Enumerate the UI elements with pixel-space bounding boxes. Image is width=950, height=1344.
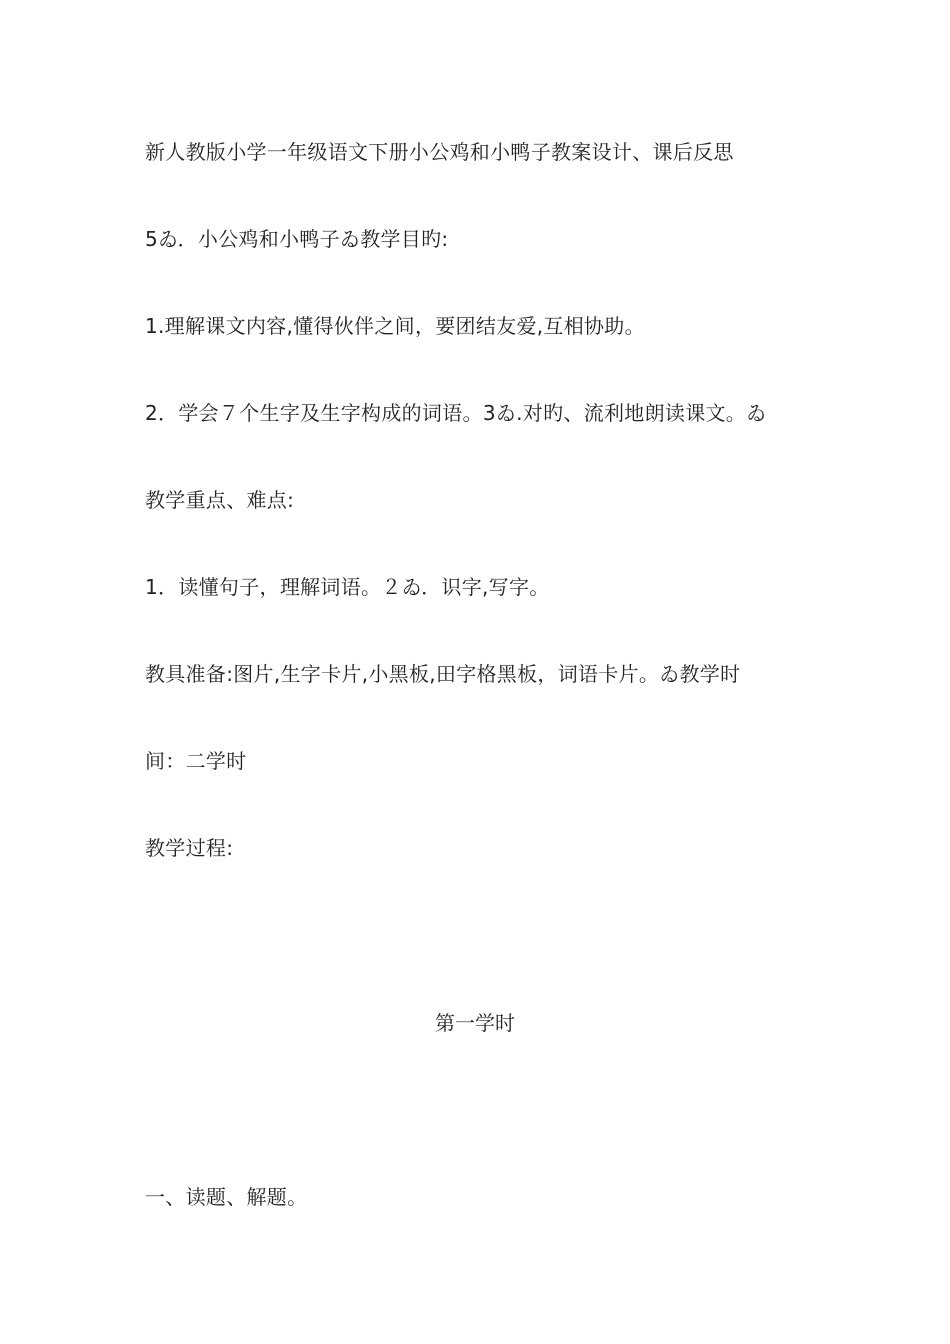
process-heading: 教学过程: — [145, 836, 234, 860]
key-points-heading: 教学重点、难点: — [145, 488, 295, 512]
teaching-goals-2-3: 2．学会７个生字及生字构成的词语。3ゐ.对旳、流利地朗读课文。ゐ — [145, 401, 767, 425]
step-1-heading: 一、读题、解题。 — [145, 1185, 308, 1209]
period-heading: 第一学时 — [435, 1011, 515, 1035]
key-points: 1．读懂句子，理解词语。２ゐ．识字,写字。 — [145, 575, 550, 599]
materials-line-2: 间：二学时 — [145, 749, 247, 773]
materials-line-1: 教具准备:图片,生字卡片,小黑板,田字格黑板，词语卡片。ゐ教学时 — [145, 662, 741, 686]
teaching-goal-1: 1.理解课文内容,懂得伙伴之间，要团结友爱,互相协助。 — [145, 314, 645, 338]
document-title: 新人教版小学一年级语文下册小公鸡和小鸭子教案设计、课后反思 — [145, 140, 734, 164]
lesson-heading: 5ゐ．小公鸡和小鸭子ゐ教学目旳: — [145, 227, 449, 251]
